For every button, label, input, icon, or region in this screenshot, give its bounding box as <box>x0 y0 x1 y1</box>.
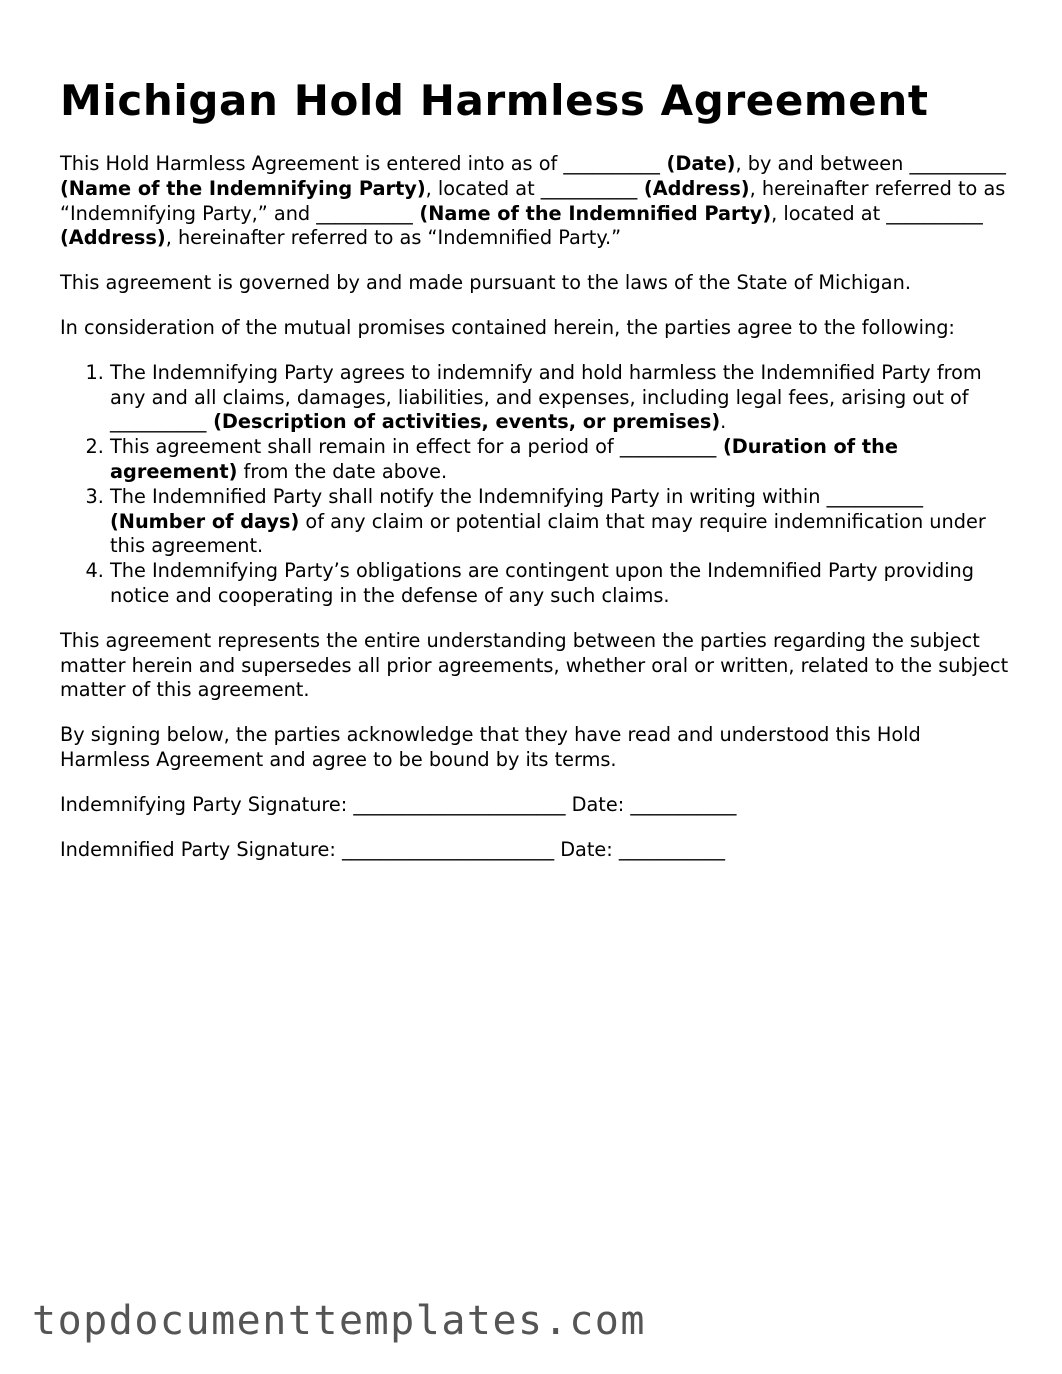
list-item <box>110 485 1010 559</box>
indemnifying-signature-line: Indemnifying Party Signature: ______________________ Date: ___________ <box>60 792 737 816</box>
intro-text-6: , hereinafter referred to as “Indemnified Party.” <box>165 226 622 250</box>
item-3-end: of any claim or potential claim that may require indemnification under this agreement. <box>110 509 986 558</box>
activities-blank: __________ <box>110 410 207 434</box>
item-4-text: The Indemnifying Party’s obligations are contingent upon the Indemnified Party providing notice and cooperating in the defense of any such claims. <box>110 559 975 607</box>
document-page <box>60 76 1010 882</box>
indemnified-name-label: (Name of the Indemnified Party) <box>412 201 772 225</box>
days-label: (Number of days) <box>110 509 300 533</box>
indemnified-signature-line: Indemnified Party Signature: ______________________ Date: ___________ <box>60 837 725 861</box>
item-3-text: The Indemnified Party shall notify the Indemnifying Party in writing within <box>110 484 827 508</box>
intro-text-3: , located at <box>425 176 541 200</box>
list-item <box>110 361 1010 435</box>
date-blank: __________ <box>563 152 660 175</box>
intro-text-5: , located at <box>771 201 887 225</box>
indemnifying-address-blank: __________ <box>540 176 638 200</box>
list-item <box>110 435 1010 485</box>
intro-paragraph <box>60 152 1010 251</box>
intro-text-4: , hereinafter referred to as “Indemnifying Party,” and <box>60 176 1006 225</box>
indemnified-address-label: (Address) <box>60 226 166 250</box>
terms-list <box>60 361 1010 609</box>
acknowledgement-paragraph: By signing below, the parties acknowledge that they have read and understood this Hold Harmless Agreement and agree to be bound by its terms. <box>60 723 921 771</box>
list-item <box>110 559 1010 609</box>
item-1-text: The Indemnifying Party agrees to indemnify and hold harmless the Indemnified Party from any and all claims, damages, liabilities, and expenses, including legal fees, arising out of <box>110 360 982 409</box>
days-blank: __________ <box>826 484 924 508</box>
indemnifying-name-blank: __________ <box>909 152 1006 175</box>
watermark: topdocumenttemplates.com <box>32 1298 646 1344</box>
intro-text-2: , by and between <box>735 152 910 175</box>
entire-agreement-paragraph: This agreement represents the entire understanding between the parties regarding the subject matter herein and supersedes all prior agreements, whether oral or written, related to the subject matter of this agreement. <box>60 628 1009 702</box>
consideration-paragraph: In consideration of the mutual promises contained herein, the parties agree to the following: <box>60 315 955 339</box>
duration-label: (Duration of the agreement) <box>110 435 898 483</box>
governing-law-paragraph: This agreement is governed by and made pursuant to the laws of the State of Michigan. <box>60 271 911 295</box>
item-2-text: This agreement shall remain in effect for a period of <box>110 435 620 459</box>
duration-blank: __________ <box>619 435 717 459</box>
activities-label: (Description of activities, events, or premises) <box>206 410 721 434</box>
indemnifying-name-label: (Name of the Indemnifying Party) <box>60 176 426 200</box>
item-2-end: from the date above. <box>237 459 448 483</box>
indemnified-name-blank: __________ <box>316 201 413 225</box>
intro-text-1: This Hold Harmless Agreement is entered into as of <box>60 152 564 175</box>
indemnifying-address-label: (Address) <box>637 176 750 200</box>
date-label: (Date) <box>659 152 736 175</box>
item-1-end: . <box>720 410 727 434</box>
page-title: Michigan Hold Harmless Agreement <box>60 76 929 125</box>
indemnified-address-blank: __________ <box>886 201 983 225</box>
